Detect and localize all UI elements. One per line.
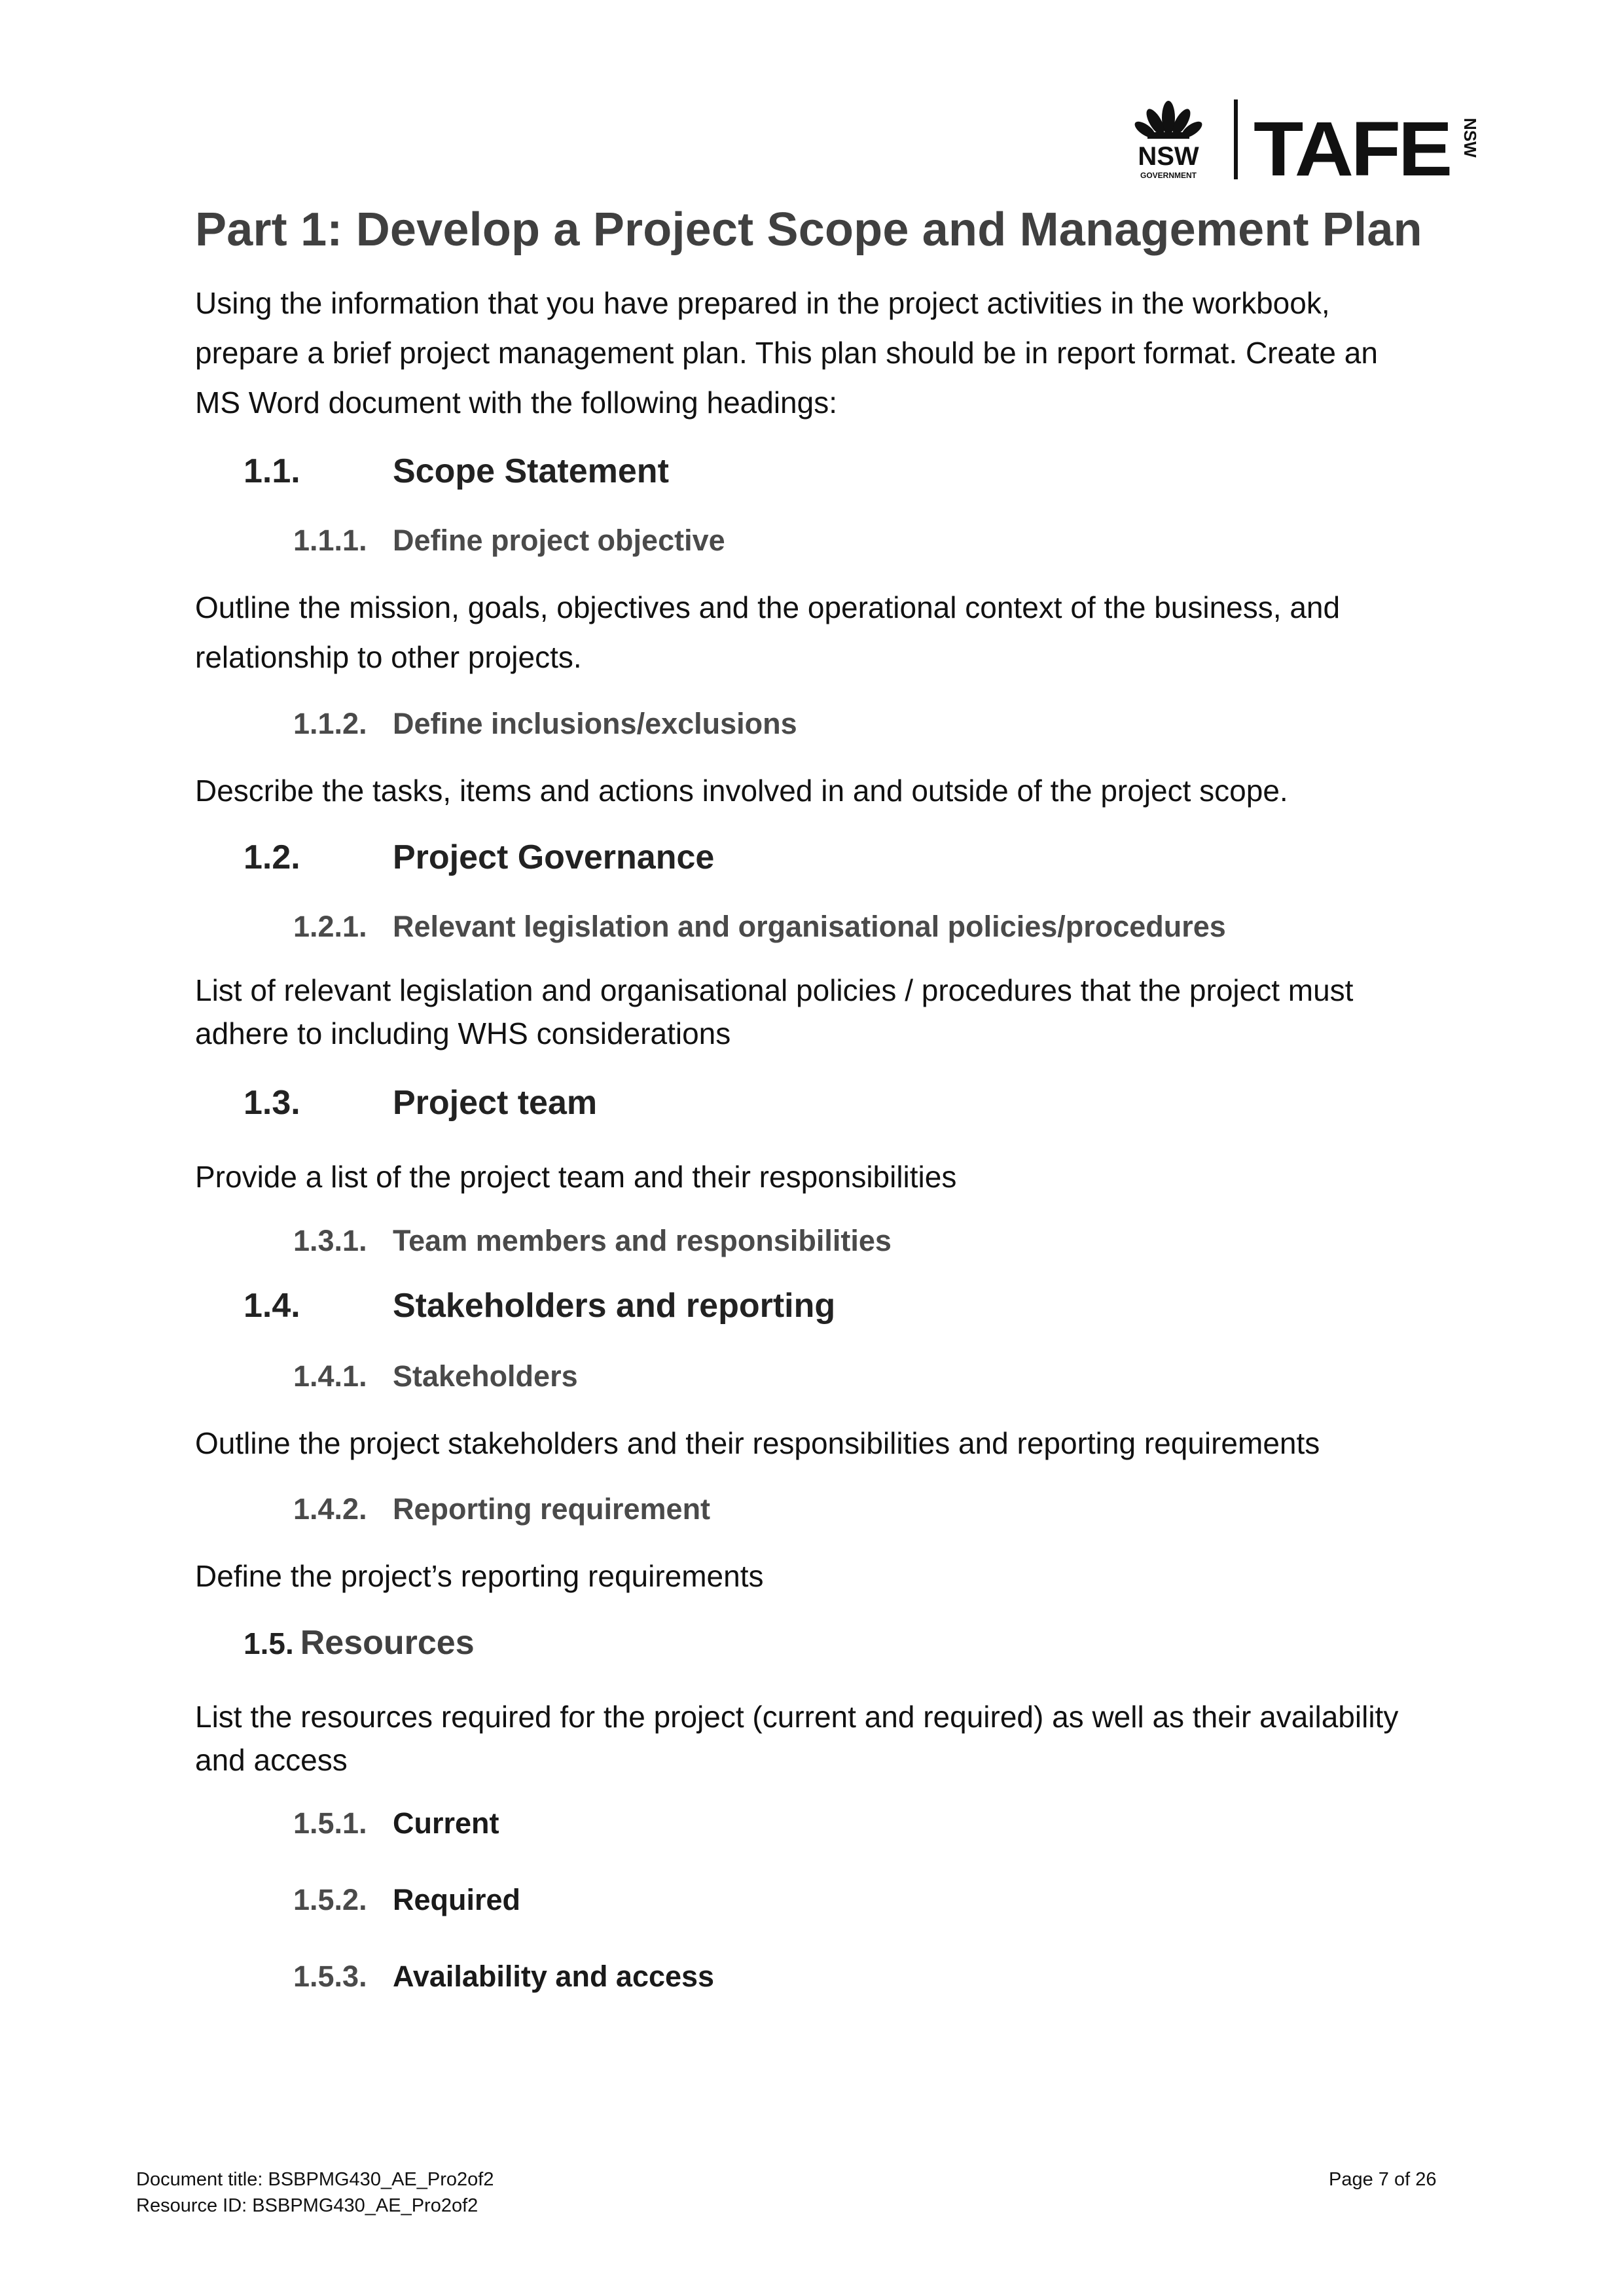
footer-document-info — [136, 2166, 494, 2219]
paragraph-1-2-1 — [195, 969, 1353, 1055]
paragraph-1-5 — [195, 1695, 1398, 1782]
logo-tafe-text: TAFE — [1254, 106, 1451, 187]
logo-tafe-nsw-text: NSW — [1460, 118, 1480, 158]
heading-label: Current — [393, 1806, 499, 1840]
paragraph-line: Outline the mission, goals, objectives and the operational context of the business, and — [195, 590, 1341, 624]
footer-page-number: Page 7 of 26 — [1329, 2169, 1437, 2190]
nsw-tafe-logo — [1129, 92, 1483, 187]
heading-1-5-1 — [293, 1806, 499, 1840]
paragraph-line: and access — [195, 1743, 348, 1777]
paragraph-line: List of relevant legislation and organisational policies / procedures that the project must — [195, 973, 1354, 1007]
heading-1-2-1 — [293, 910, 1226, 944]
heading-label: Project team — [393, 1084, 598, 1122]
logo-divider — [1234, 99, 1238, 179]
paragraph-1-4-1 — [195, 1418, 1320, 1468]
paragraph-line: relationship to other projects. — [195, 640, 582, 674]
intro-line: prepare a brief project management plan. This plan should be in report format. Create an — [195, 336, 1378, 370]
heading-label: Define inclusions/exclusions — [393, 707, 797, 740]
heading-number: 1.4. — [244, 1287, 300, 1325]
page-title: Part 1: Develop a Project Scope and Management Plan — [195, 204, 1422, 256]
heading-1-2 — [244, 838, 714, 877]
heading-number: 1.4.1. — [293, 1359, 367, 1393]
heading-1-1 — [244, 452, 669, 491]
paragraph-1-4-2 — [195, 1551, 764, 1601]
paragraph-line: Describe the tasks, items and actions involved in and outside of the project scope. — [195, 774, 1288, 808]
heading-number: 1.5. — [244, 1626, 294, 1660]
heading-number: 1.3.1. — [293, 1224, 367, 1257]
footer-document-title: Document title: BSBPMG430_AE_Pro2of2 — [136, 2169, 494, 2190]
heading-1-1-1 — [293, 524, 725, 558]
heading-1-3-1 — [293, 1224, 892, 1258]
paragraph-line: adhere to including WHS considerations — [195, 1016, 731, 1050]
heading-label: Resources — [300, 1624, 475, 1662]
heading-1-4-2 — [293, 1492, 710, 1526]
heading-number: 1.1.2. — [293, 707, 367, 740]
heading-number: 1.5.2. — [293, 1883, 367, 1916]
paragraph-line: List the resources required for the project (current and required) as well as their availability — [195, 1700, 1399, 1734]
heading-label: Stakeholders — [393, 1359, 578, 1393]
waratah-icon — [1132, 101, 1205, 141]
logo-government-text: GOVERNMENT — [1140, 171, 1197, 180]
heading-label: Define project objective — [393, 524, 725, 557]
paragraph-line: Define the project’s reporting requirements — [195, 1559, 764, 1593]
paragraph-1-1-2 — [195, 766, 1288, 816]
heading-1-5 — [244, 1623, 475, 1662]
heading-number: 1.5.3. — [293, 1960, 367, 1993]
heading-number: 1.2.1. — [293, 910, 367, 943]
heading-label: Scope Statement — [393, 452, 669, 490]
heading-number: 1.4.2. — [293, 1492, 367, 1526]
heading-1-3 — [244, 1083, 597, 1122]
heading-number: 1.2. — [244, 838, 300, 876]
footer-resource-id: Resource ID: BSBPMG430_AE_Pro2of2 — [136, 2195, 478, 2216]
intro-line: Using the information that you have prepared in the project activities in the workbook, — [195, 286, 1330, 320]
heading-label: Availability and access — [393, 1960, 715, 1993]
heading-1-5-3 — [293, 1960, 714, 1994]
heading-label: Team members and responsibilities — [393, 1224, 892, 1257]
intro-line: MS Word document with the following headings: — [195, 386, 838, 420]
heading-1-4-1 — [293, 1359, 578, 1393]
paragraph-1-1-1 — [195, 583, 1340, 682]
heading-number: 1.3. — [244, 1084, 300, 1122]
heading-number: 1.1.1. — [293, 524, 367, 557]
heading-1-5-2 — [293, 1883, 520, 1917]
paragraph-line: Outline the project stakeholders and their responsibilities and reporting requirements — [195, 1426, 1320, 1460]
paragraph-line: Provide a list of the project team and their responsibilities — [195, 1160, 957, 1194]
heading-number: 1.5.1. — [293, 1806, 367, 1840]
heading-label: Relevant legislation and organisational policies/procedures — [393, 910, 1226, 943]
heading-number: 1.1. — [244, 452, 300, 490]
heading-label: Reporting requirement — [393, 1492, 711, 1526]
intro-paragraph — [195, 278, 1378, 427]
heading-1-1-2 — [293, 707, 797, 741]
paragraph-1-3 — [195, 1152, 956, 1202]
logo-nsw-text: NSW — [1138, 142, 1199, 171]
heading-1-4 — [244, 1286, 835, 1325]
heading-label: Project Governance — [393, 838, 715, 876]
heading-label: Stakeholders and reporting — [393, 1287, 836, 1325]
heading-label: Required — [393, 1883, 521, 1916]
